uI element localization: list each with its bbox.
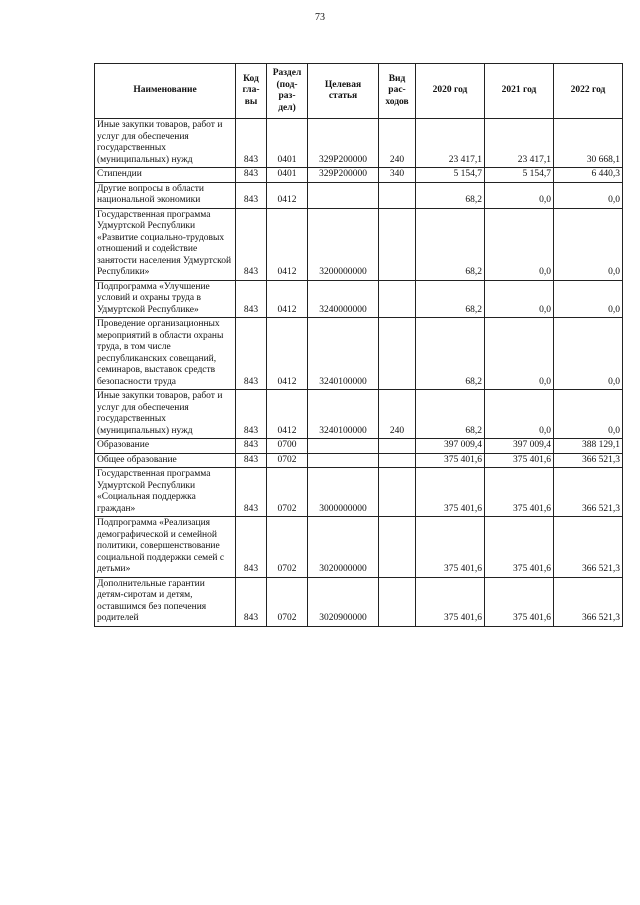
cell-2020: 68,2 — [416, 208, 485, 280]
table-row — [95, 577, 623, 626]
table-row — [95, 453, 623, 468]
cell-section: 0702 — [267, 453, 308, 468]
header-2022: 2022 год — [554, 64, 623, 119]
cell-section: 0401 — [267, 168, 308, 183]
cell-2021: 0,0 — [485, 182, 554, 208]
cell-section: 0401 — [267, 119, 308, 168]
cell-target — [308, 182, 379, 208]
cell-target: 3020000000 — [308, 517, 379, 578]
cell-2022: 366 521,3 — [554, 517, 623, 578]
cell-target: 329P200000 — [308, 119, 379, 168]
cell-expense: 240 — [379, 119, 416, 168]
cell-2022: 366 521,3 — [554, 577, 623, 626]
cell-2022: 366 521,3 — [554, 453, 623, 468]
cell-target — [308, 439, 379, 454]
cell-code: 843 — [236, 280, 267, 318]
cell-target: 3200000000 — [308, 208, 379, 280]
table-row — [95, 468, 623, 517]
table-row — [95, 168, 623, 183]
cell-expense: 240 — [379, 390, 416, 439]
table-row — [95, 390, 623, 439]
cell-code: 843 — [236, 453, 267, 468]
cell-name: Подпрограмма «Улучшение условий и охраны труда в Удмуртской Республике» — [95, 280, 236, 318]
cell-2022: 0,0 — [554, 280, 623, 318]
header-target: Целевая статья — [308, 64, 379, 119]
cell-2020: 68,2 — [416, 390, 485, 439]
table-row — [95, 439, 623, 454]
cell-2021: 375 401,6 — [485, 468, 554, 517]
header-expense: Вид рас- ходов — [379, 64, 416, 119]
cell-2022: 0,0 — [554, 208, 623, 280]
table-row — [95, 119, 623, 168]
cell-section: 0412 — [267, 280, 308, 318]
header-2021: 2021 год — [485, 64, 554, 119]
cell-2022: 30 668,1 — [554, 119, 623, 168]
cell-name: Стипендии — [95, 168, 236, 183]
header-code: Код гла- вы — [236, 64, 267, 119]
cell-expense — [379, 517, 416, 578]
cell-2021: 0,0 — [485, 390, 554, 439]
cell-2020: 375 401,6 — [416, 517, 485, 578]
table-header-row — [95, 64, 623, 119]
cell-name: Образование — [95, 439, 236, 454]
cell-2021: 0,0 — [485, 208, 554, 280]
cell-2020: 375 401,6 — [416, 453, 485, 468]
table-row — [95, 182, 623, 208]
cell-expense: 340 — [379, 168, 416, 183]
cell-code: 843 — [236, 390, 267, 439]
cell-code: 843 — [236, 119, 267, 168]
cell-expense — [379, 208, 416, 280]
cell-section: 0702 — [267, 577, 308, 626]
cell-expense — [379, 453, 416, 468]
cell-target — [308, 453, 379, 468]
cell-target: 329P200000 — [308, 168, 379, 183]
cell-expense — [379, 280, 416, 318]
table-row — [95, 280, 623, 318]
cell-target: 3000000000 — [308, 468, 379, 517]
cell-2021: 397 009,4 — [485, 439, 554, 454]
cell-expense — [379, 468, 416, 517]
cell-section: 0702 — [267, 468, 308, 517]
cell-name: Другие вопросы в области национальной экономики — [95, 182, 236, 208]
cell-name: Общее образование — [95, 453, 236, 468]
table-row — [95, 517, 623, 578]
cell-2021: 375 401,6 — [485, 517, 554, 578]
cell-2020: 68,2 — [416, 318, 485, 390]
table-row — [95, 318, 623, 390]
cell-2022: 366 521,3 — [554, 468, 623, 517]
cell-2021: 375 401,6 — [485, 577, 554, 626]
budget-table — [94, 63, 623, 627]
cell-name: Подпрограмма «Реализация демографической и семейной политики, совершенствование социальной поддержки семей с детьми» — [95, 517, 236, 578]
cell-code: 843 — [236, 439, 267, 454]
cell-2020: 375 401,6 — [416, 468, 485, 517]
page-number: 73 — [315, 12, 325, 23]
cell-2022: 0,0 — [554, 318, 623, 390]
cell-2021: 0,0 — [485, 318, 554, 390]
cell-expense — [379, 182, 416, 208]
cell-code: 843 — [236, 182, 267, 208]
cell-section: 0702 — [267, 517, 308, 578]
cell-target: 3240000000 — [308, 280, 379, 318]
table-row — [95, 208, 623, 280]
cell-expense — [379, 439, 416, 454]
cell-section: 0412 — [267, 390, 308, 439]
cell-code: 843 — [236, 208, 267, 280]
table-body — [95, 119, 623, 627]
cell-name: Иные закупки товаров, работ и услуг для обеспечения государственных (муниципальных) нужд — [95, 390, 236, 439]
cell-2021: 5 154,7 — [485, 168, 554, 183]
cell-2022: 388 129,1 — [554, 439, 623, 454]
cell-section: 0412 — [267, 208, 308, 280]
cell-2022: 0,0 — [554, 390, 623, 439]
cell-name: Государственная программа Удмуртской Республики «Социальная поддержка граждан» — [95, 468, 236, 517]
header-name: Наименование — [95, 64, 236, 119]
cell-2022: 0,0 — [554, 182, 623, 208]
cell-code: 843 — [236, 168, 267, 183]
cell-expense — [379, 577, 416, 626]
header-section: Раздел (под- раз- дел) — [267, 64, 308, 119]
cell-code: 843 — [236, 318, 267, 390]
cell-name: Иные закупки товаров, работ и услуг для обеспечения государственных (муниципальных) нужд — [95, 119, 236, 168]
cell-expense — [379, 318, 416, 390]
cell-2020: 5 154,7 — [416, 168, 485, 183]
cell-code: 843 — [236, 577, 267, 626]
cell-2021: 375 401,6 — [485, 453, 554, 468]
cell-section: 0412 — [267, 182, 308, 208]
cell-code: 843 — [236, 517, 267, 578]
cell-target: 3240100000 — [308, 318, 379, 390]
header-2020: 2020 год — [416, 64, 485, 119]
cell-target: 3240100000 — [308, 390, 379, 439]
cell-name: Проведение организационных мероприятий в области охраны труда, в том числе республиканских совещаний, семинаров, выставок средств безопасности труда — [95, 318, 236, 390]
cell-name: Государственная программа Удмуртской Республики «Развитие социально-трудовых отношений и содействие занятости населения Удмуртской Республики» — [95, 208, 236, 280]
cell-2022: 6 440,3 — [554, 168, 623, 183]
cell-2020: 397 009,4 — [416, 439, 485, 454]
cell-2020: 68,2 — [416, 182, 485, 208]
cell-2021: 23 417,1 — [485, 119, 554, 168]
cell-section: 0700 — [267, 439, 308, 454]
cell-target: 3020900000 — [308, 577, 379, 626]
cell-code: 843 — [236, 468, 267, 517]
cell-2021: 0,0 — [485, 280, 554, 318]
cell-2020: 23 417,1 — [416, 119, 485, 168]
cell-section: 0412 — [267, 318, 308, 390]
cell-2020: 375 401,6 — [416, 577, 485, 626]
cell-name: Дополнительные гарантии детям-сиротам и детям, оставшимся без попечения родителей — [95, 577, 236, 626]
cell-2020: 68,2 — [416, 280, 485, 318]
